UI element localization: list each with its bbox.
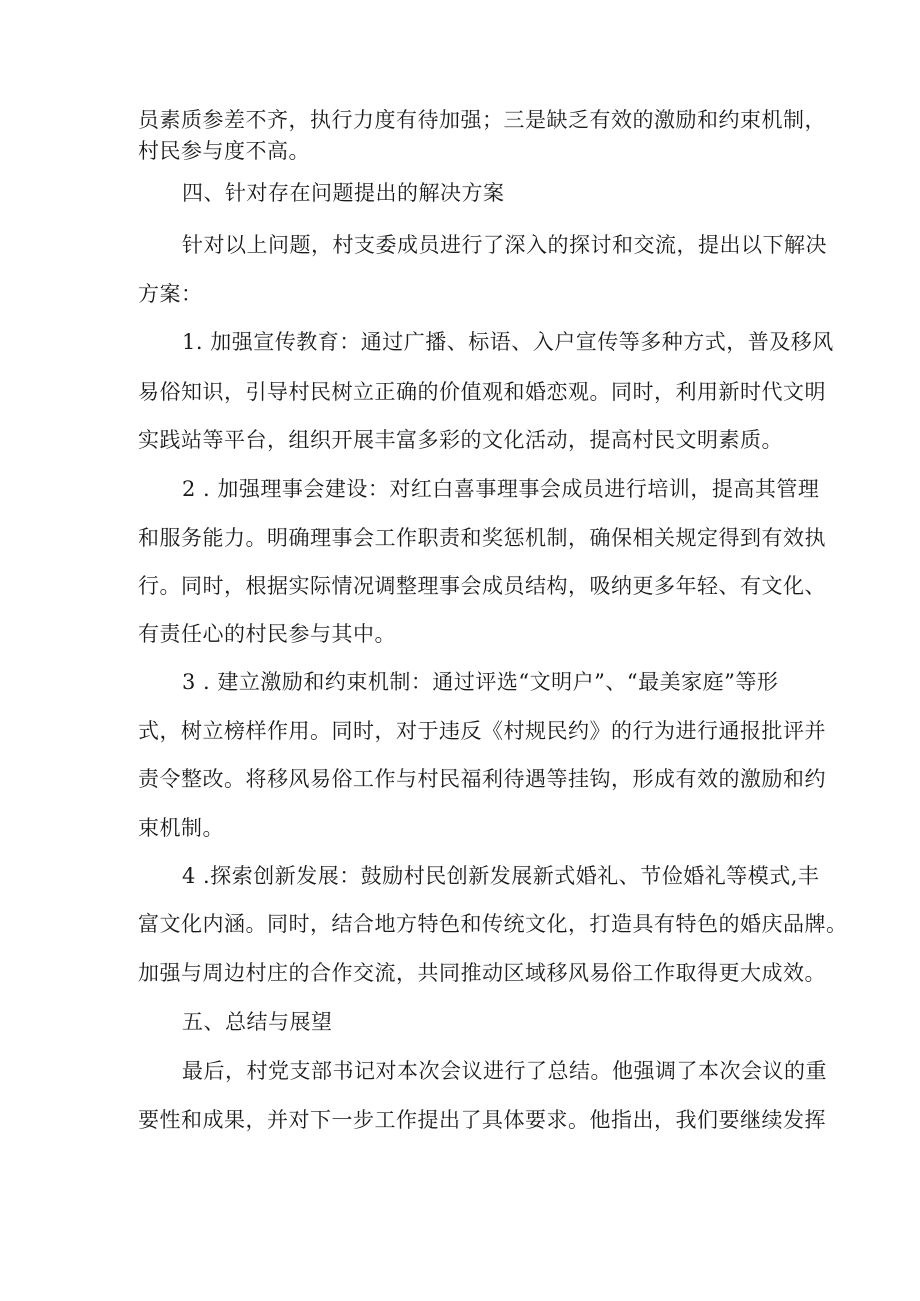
text-line: 责令整改。将移风易俗工作与村民福利待遇等挂钩，形成有效的激励和约	[138, 767, 826, 791]
list-item-line: 1. 加强宣传教育：通过广播、标语、入户宣传等多种方式，普及移风	[182, 330, 834, 354]
text-line: 针对以上问题，村支委成员进行了深入的探讨和交流，提出以下解决	[182, 233, 827, 257]
text-line: 和服务能力。明确理事会工作职责和奖惩机制，确保相关规定得到有效执	[138, 526, 826, 550]
text-line: 富文化内涵。同时，结合地方特色和传统文化，打造具有特色的婚庆品牌。	[138, 912, 848, 936]
list-item-line: 2 . 加强理事会建设：对红白喜事理事会成员进行培训，提高其管理	[182, 477, 820, 501]
text-line: 式，树立榜样作用。同时，对于违反《村规民约》的行为进行通报批评并	[138, 719, 826, 743]
text-line: 最后，村党支部书记对本次会议进行了总结。他强调了本次会议的重	[182, 1059, 827, 1083]
text-line: 加强与周边村庄的合作交流，共同推动区域移风易俗工作取得更大成效。	[138, 961, 826, 985]
text-line: 行。同时，根据实际情况调整理事会成员结构，吸纳更多年轻、有文化、	[138, 574, 826, 598]
list-item-line: 4 .探索创新发展：鼓励村民创新发展新式婚礼、节俭婚礼等模式,丰	[182, 864, 820, 888]
text-line: 实践站等平台，组织开展丰富多彩的文化活动，提高村民文明素质。	[138, 428, 783, 452]
text-line: 员素质参差不齐，执行力度有待加强；三是缺乏有效的激励和约束机制，	[138, 108, 826, 132]
section-heading: 四、针对存在问题提出的解决方案	[182, 181, 505, 205]
text-line: 方案：	[138, 282, 203, 306]
text-line: 束机制。	[138, 816, 224, 840]
text-line: 要性和成果，并对下一步工作提出了具体要求。他指出，我们要继续发挥	[138, 1108, 826, 1132]
text-line: 易俗知识，引导村民树立正确的价值观和婚恋观。同时，利用新时代文明	[138, 380, 826, 404]
text-line: 有责任心的村民参与其中。	[138, 622, 396, 646]
list-item-line: 3 . 建立激励和约束机制：通过评选“文明户”、“最美家庭”等形	[182, 670, 779, 694]
section-heading: 五、总结与展望	[182, 1010, 333, 1034]
text-line: 村民参与度不高。	[138, 139, 310, 163]
